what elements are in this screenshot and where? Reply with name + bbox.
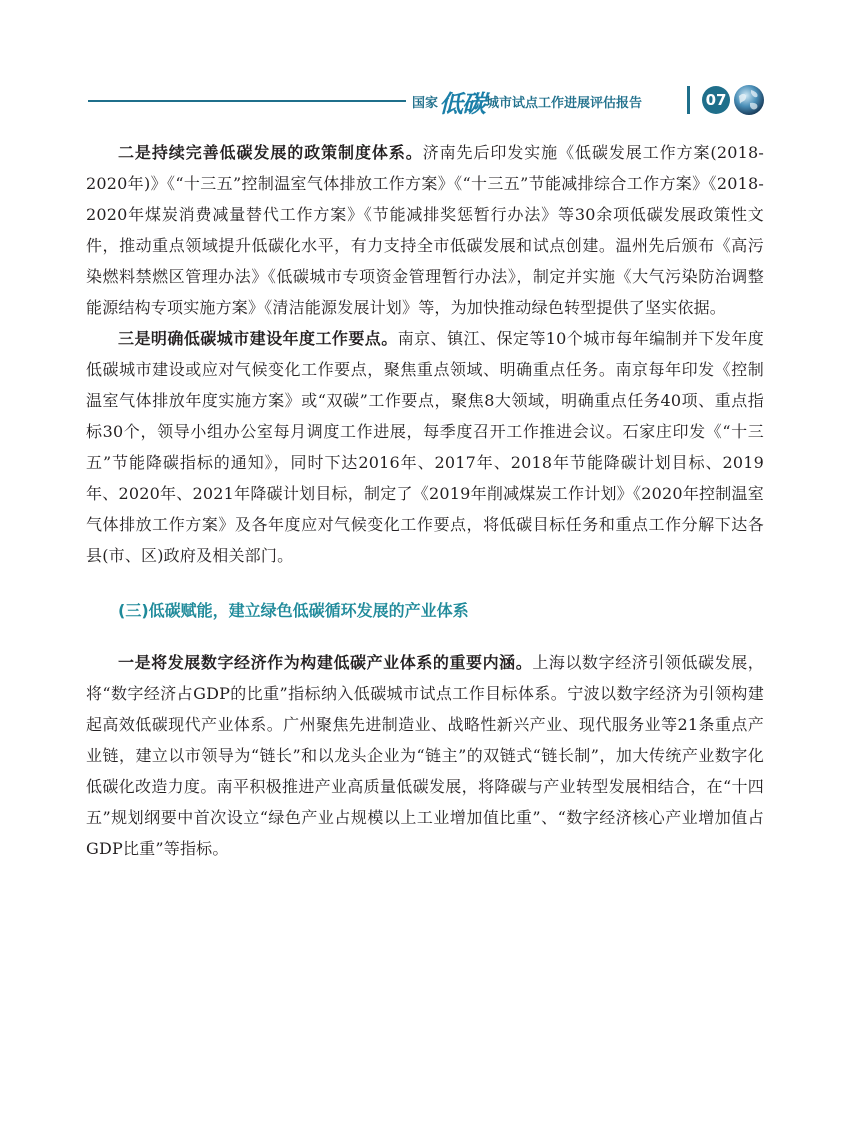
page-header [0, 84, 850, 118]
paragraph-lead: 一是将发展数字经济作为构建低碳产业体系的重要内涵。 [118, 653, 533, 672]
section-heading: (三)低碳赋能，建立绿色低碳循环发展的产业体系 [118, 601, 469, 620]
paragraph-text: 南京、镇江、保定等10个城市每年编制并下发年度低碳城市建设或应对气候变化工作要点，聚焦重点领域、明确重点任务。南京每年印发《控制温室气体排放年度实施方案》或“双碳”工作要点，聚焦8大领域，明确重点任务40项、重点指标30个，领导小组办公室每月调度工作进展，每季度召开工作推进会议。石家庄印发《“十三五”节能降碳指标的通知》，同时下达2016年、2017年、2018年节能降碳计划目标、2019年、2020年、2021年降碳计划目标，制定了《2019年削减煤炭工作计划》《2020年控制温室气体排放工作方案》及各年度应对气候变化工作要点，将低碳目标任务和重点工作分解下达各县(市、区)政府及相关部门。 [86, 329, 764, 565]
header-rule [88, 100, 406, 102]
paragraph-policy-system [86, 137, 764, 323]
globe-icon [733, 84, 765, 116]
paragraph-text: 上海以数字经济引领低碳发展，将“数字经济占GDP的比重”指标纳入低碳城市试点工作目标体系。宁波以数字经济为引领构建起高效低碳现代产业体系。广州聚焦先进制造业、战略性新兴产业、现代服务业等21条重点产业链，建立以市领导为“链长”和以龙头企业为“链主”的双链式“链长制”，加大传统产业数字化低碳化改造力度。南平积极推进产业高质量低碳发展，将降碳与产业转型发展相结合，在“十四五”规划纲要中首次设立“绿色产业占规模以上工业增加值比重”、“数字经济核心产业增加值占GDP比重”等指标。 [86, 653, 764, 858]
spacer [86, 626, 764, 647]
paragraph-lead: 二是持续完善低碳发展的政策制度体系。 [118, 143, 423, 162]
paragraph-lead: 三是明确低碳城市建设年度工作要点。 [118, 329, 398, 348]
page-content [86, 137, 764, 864]
report-title [412, 88, 643, 118]
report-title-prefix: 国家 [412, 95, 439, 111]
header-separator [687, 86, 690, 114]
paragraph-text: 济南先后印发实施《低碳发展工作方案(2018-2020年)》《“十三五”控制温室气体排放工作方案》《“十三五”节能减排综合工作方案》《2018-2020年煤炭消费减量替代工作方案》《节能减排奖惩暂行办法》等30余项低碳发展政策性文件，推动重点领域提升低碳化水平，有力支持全市低碳发展和试点创建。温州先后颁布《高污染燃料禁燃区管理办法》《低碳城市专项资金管理暂行办法》，制定并实施《大气污染防治调整能源结构专项实施方案》《清洁能源发展计划》等，为加快推动绿色转型提供了坚实依据。 [86, 143, 765, 317]
paragraph-digital-economy [86, 647, 764, 864]
report-title-suffix: 城市试点工作进展评估报告 [486, 95, 643, 111]
report-title-highlight: 低碳 [439, 88, 486, 118]
paragraph-annual-points [86, 323, 764, 571]
page-number: 07 [702, 86, 730, 114]
spacer [86, 571, 764, 595]
